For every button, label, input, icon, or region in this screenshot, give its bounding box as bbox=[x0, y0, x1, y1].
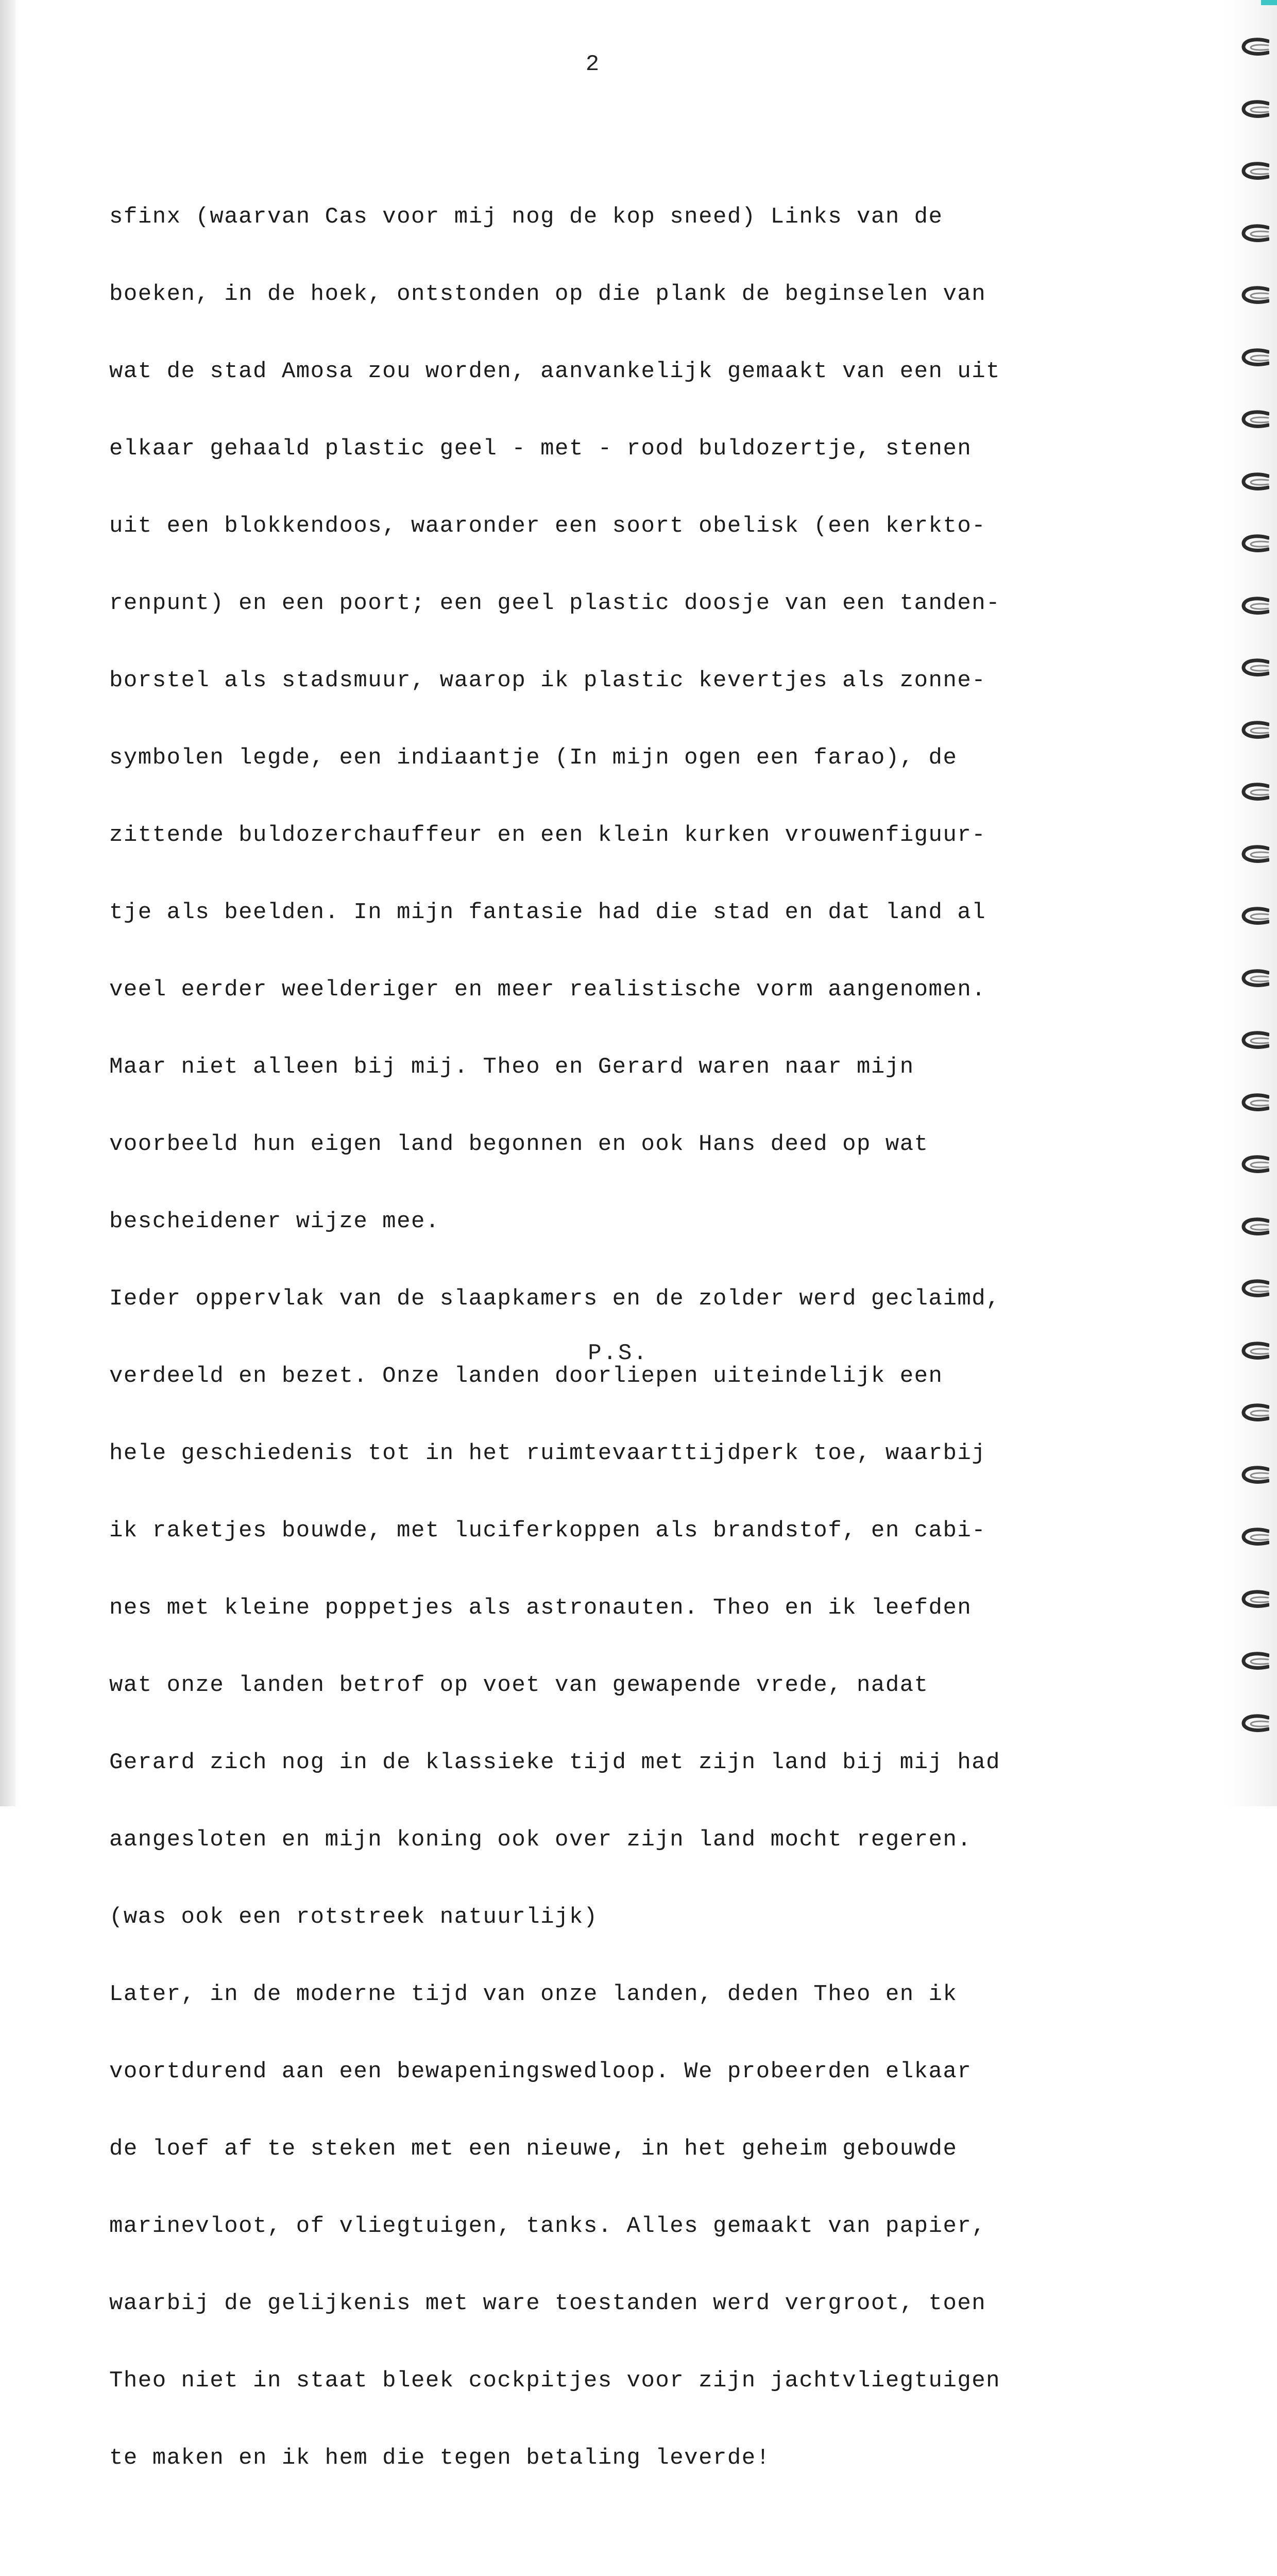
spiral-coil-icon bbox=[1239, 161, 1269, 182]
text-line: Ieder oppervlak van de slaapkamers en de zolder werd geclaimd, bbox=[109, 1286, 1001, 1312]
spiral-coil-icon bbox=[1239, 720, 1269, 741]
body-text bbox=[109, 101, 1088, 2576]
spiral-binding bbox=[1236, 0, 1277, 1806]
spiral-coil-icon bbox=[1239, 1527, 1269, 1548]
page-number: 2 bbox=[585, 52, 600, 77]
text-line: wat de stad Amosa zou worden, aanvankelijk gemaakt van een uit bbox=[109, 359, 1001, 384]
spiral-coil-icon bbox=[1239, 99, 1269, 120]
text-line: tje als beelden. In mijn fantasie had die stad en dat land al bbox=[109, 900, 986, 925]
text-line: uit een blokkendoos, waaronder een soort obelisk (een kerkto- bbox=[109, 513, 986, 539]
spiral-coil-icon bbox=[1239, 348, 1269, 368]
spiral-coil-icon bbox=[1239, 969, 1269, 989]
text-line: Later, in de moderne tijd van onze landen, deden Theo en ik bbox=[109, 1981, 958, 2007]
spiral-coil-icon bbox=[1239, 782, 1269, 803]
spiral-coil-icon bbox=[1239, 1279, 1269, 1299]
text-line: nes met kleine poppetjes als astronauten. Theo en ik leefden bbox=[109, 1595, 972, 1621]
text-line: elkaar gehaald plastic geel - met - rood buldozertje, stenen bbox=[109, 436, 972, 462]
text-line: ik raketjes bouwde, met luciferkoppen als brandstof, en cabi- bbox=[109, 1518, 986, 1544]
text-line: bescheidener wijze mee. bbox=[109, 1209, 440, 1234]
paragraph-1 bbox=[109, 152, 1088, 2522]
spiral-coil-icon bbox=[1239, 1155, 1269, 1175]
spiral-coil-icon bbox=[1239, 1030, 1269, 1051]
text-line: zittende buldozerchauffeur en een klein kurken vrouwenfiguur- bbox=[109, 822, 986, 848]
text-line: symbolen legde, een indiaantje (In mijn ogen een farao), de bbox=[109, 745, 958, 771]
page-left-edge bbox=[0, 0, 15, 1806]
text-line: (was ook een rotstreek natuurlijk) bbox=[109, 1904, 598, 1930]
spiral-coil-icon bbox=[1239, 844, 1269, 865]
spiral-coil-icon bbox=[1239, 1465, 1269, 1486]
spiral-coil-icon bbox=[1239, 596, 1269, 617]
text-line: verdeeld en bezet. Onze landen doorliepen uiteindelijk een bbox=[109, 1363, 943, 1389]
paragraph-gap bbox=[109, 2574, 1088, 2576]
spiral-coil-icon bbox=[1239, 285, 1269, 306]
spiral-coil-icon bbox=[1239, 658, 1269, 679]
text-line: Maar niet alleen bij mij. Theo en Gerard waren naar mijn bbox=[109, 1054, 914, 1080]
spiral-coil-icon bbox=[1239, 1589, 1269, 1610]
text-line: Gerard zich nog in de klassieke tijd met zijn land bij mij had bbox=[109, 1750, 1001, 1775]
spiral-coil-icon bbox=[1239, 1714, 1269, 1734]
spiral-coil-icon bbox=[1239, 1403, 1269, 1423]
text-line: wat onze landen betrof op voet van gewapende vrede, nadat bbox=[109, 1672, 929, 1698]
text-line: boeken, in de hoek, ontstonden op die plank de beginselen van bbox=[109, 281, 986, 307]
spiral-coil-icon bbox=[1239, 1217, 1269, 1238]
text-line: voortdurend aan een bewapeningswedloop. We probeerden elkaar bbox=[109, 2059, 972, 2084]
text-line: waarbij de gelijkenis met ware toestanden werd vergroot, toen bbox=[109, 2291, 986, 2316]
text-line: voorbeeld hun eigen land begonnen en ook Hans deed op wat bbox=[109, 1131, 929, 1157]
text-line: marinevloot, of vliegtuigen, tanks. Alles gemaakt van papier, bbox=[109, 2213, 986, 2239]
spiral-coil-icon bbox=[1239, 906, 1269, 927]
text-line: sfinx (waarvan Cas voor mij nog de kop sneed) Links van de bbox=[109, 204, 943, 230]
text-line: Theo niet in staat bleek cockpitjes voor zijn jachtvliegtuigen bbox=[109, 2368, 1001, 2394]
text-line: hele geschiedenis tot in het ruimtevaarttijdperk toe, waarbij bbox=[109, 1440, 986, 1466]
spiral-coil-icon bbox=[1239, 224, 1269, 244]
spiral-coil-icon bbox=[1239, 472, 1269, 493]
spiral-coil-icon bbox=[1239, 1093, 1269, 1113]
spiral-coil-icon bbox=[1239, 37, 1269, 58]
text-line: renpunt) en een poort; een geel plastic doosje van een tanden- bbox=[109, 590, 1001, 616]
spiral-coil-icon bbox=[1239, 534, 1269, 554]
text-line: borstel als stadsmuur, waarop ik plastic kevertjes als zonne- bbox=[109, 668, 986, 693]
text-line: aangesloten en mijn koning ook over zijn land mocht regeren. bbox=[109, 1827, 972, 1853]
text-line: de loef af te steken met een nieuwe, in het geheim gebouwde bbox=[109, 2136, 958, 2162]
text-line: veel eerder weelderiger en meer realistische vorm aangenomen. bbox=[109, 977, 986, 1003]
spiral-coil-icon bbox=[1239, 410, 1269, 430]
text-line: te maken en ik hem die tegen betaling leverde! bbox=[109, 2445, 771, 2471]
signature-initials: P.S. bbox=[588, 1341, 649, 1366]
spiral-coil-icon bbox=[1239, 1341, 1269, 1362]
spiral-coil-icon bbox=[1239, 1651, 1269, 1672]
